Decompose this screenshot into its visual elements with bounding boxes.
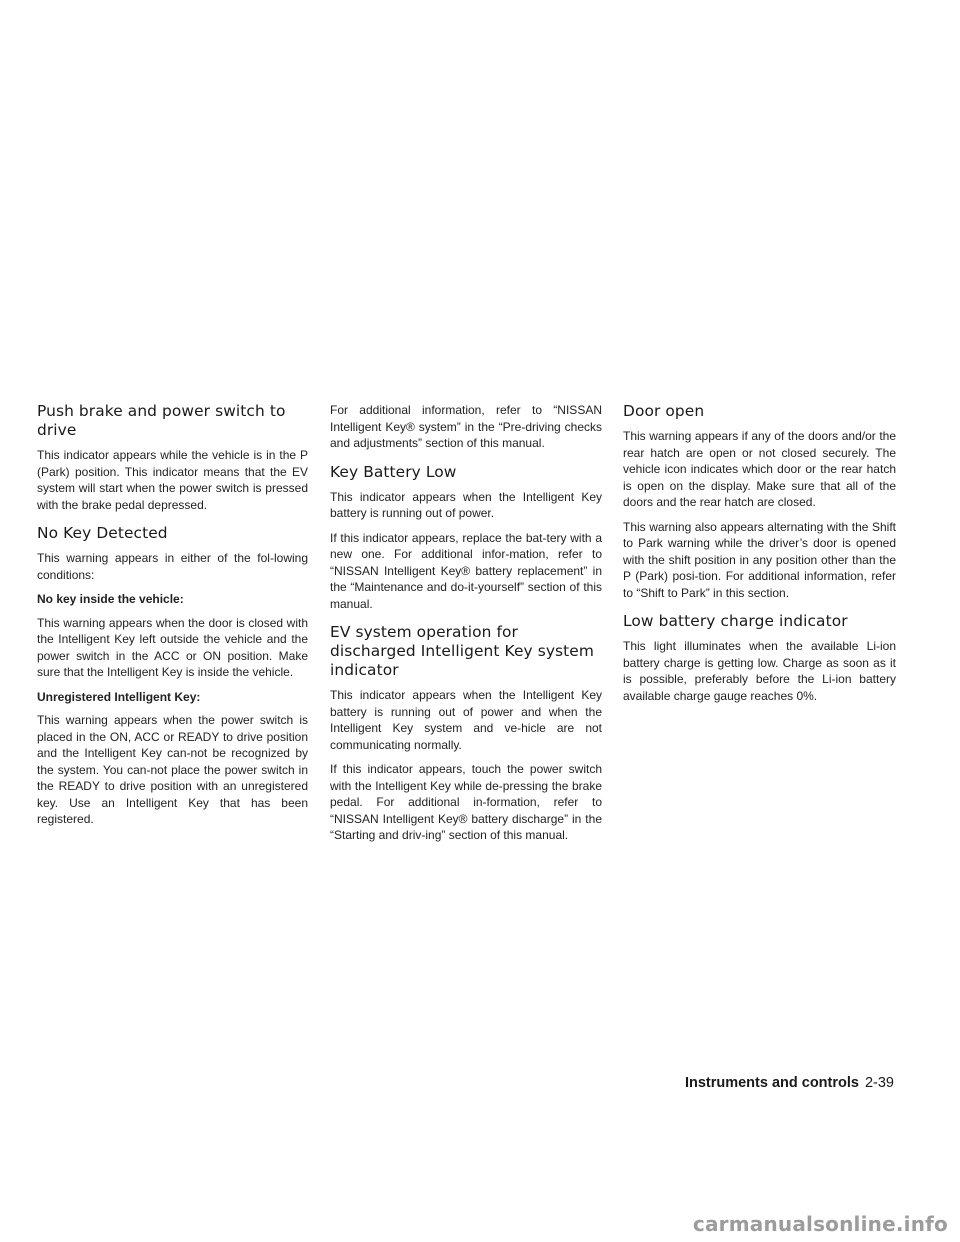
paragraph-door-open-1: This warning appears if any of the doors and/or the rear hatch are open or not closed securely. The vehicle icon indicates which door or the rear hatch is open on the display. Make sure that all of the doors and the rear hatch are closed. — [623, 429, 896, 509]
heading-push-brake: Push brake and power switch to drive — [37, 402, 286, 439]
page-number: 2-39 — [864, 1075, 894, 1091]
heading-door-open: Door open — [623, 402, 705, 420]
watermark-text: carmanualsonline.info — [692, 1212, 948, 1236]
column-middle — [330, 402, 602, 852]
subheading-unregistered-key: Unregistered Intelligent Key: — [37, 689, 201, 704]
heading-ev-system-operation: EV system operation for discharged Intelligent Key system indicator — [330, 623, 594, 679]
paragraph-ev-system-2: If this indicator appears, touch the power switch with the Intelligent Key while de-pressing the brake pedal. For additional in-formation, refer to “NISSAN Intelligent Key® battery discharge” in the “Starting and driv-ing” section of this manual. — [330, 762, 602, 842]
heading-no-key-detected: No Key Detected — [37, 524, 168, 542]
paragraph-no-key-inside: This warning appears when the door is closed with the Intelligent Key left outside the vehicle and the power switch in the ACC or ON position. Make sure that the Intelligent Key is inside the vehicle. — [37, 615, 308, 679]
footer-section-title: Instruments and controls — [684, 1075, 859, 1091]
paragraph-continued: For additional information, refer to “NISSAN Intelligent Key® system” in the “Pre-driving checks and adjustments” section of this manual. — [330, 403, 602, 450]
page-footer — [685, 1075, 894, 1091]
paragraph-door-open-2: This warning also appears alternating with the Shift to Park warning while the driver’s door is opened with the shift position in any position other than the P (Park) posi-tion. For additional information, refer to “Shift to Park” in this section. — [623, 519, 896, 600]
column-left — [37, 402, 308, 836]
paragraph-key-battery-low-2: If this indicator appears, replace the bat-tery with a new one. For additional infor-mation, refer to “NISSAN Intelligent Key® battery replacement” in the “Maintenance and do-it-yourself” section of this manual. — [330, 530, 602, 611]
paragraph-no-key-intro: This warning appears in either of the fol-lowing conditions: — [37, 551, 308, 582]
column-right — [623, 402, 896, 712]
paragraph-ev-system-1: This indicator appears when the Intelligent Key battery is running out of power and when the Intelligent Key system and ve-hicle are not communicating normally. — [330, 688, 602, 752]
paragraph-key-battery-low-1: This indicator appears when the Intelligent Key battery is running out of power. — [330, 489, 602, 520]
subheading-no-key-inside: No key inside the vehicle: — [37, 592, 184, 606]
heading-low-battery-charge: Low battery charge indicator — [623, 612, 848, 630]
paragraph-low-battery-charge: This light illuminates when the available Li-ion battery charge is getting low. Charge as soon as it is possible, preferably before the Li-ion battery available charge gauge reaches 0%. — [623, 639, 896, 703]
paragraph-unregistered-key: This warning appears when the power switch is placed in the ON, ACC or READY to drive position and the Intelligent Key can-not be recognized by the system. You can-not place the power switch in the READY to drive position with an unregistered key. Use an Intelligent Key that has been registered. — [37, 713, 308, 826]
paragraph-push-brake: This indicator appears while the vehicle is in the P (Park) position. This indicator means that the EV system will start when the power switch is pressed with the brake pedal depressed. — [37, 448, 308, 512]
heading-key-battery-low: Key Battery Low — [330, 462, 457, 481]
